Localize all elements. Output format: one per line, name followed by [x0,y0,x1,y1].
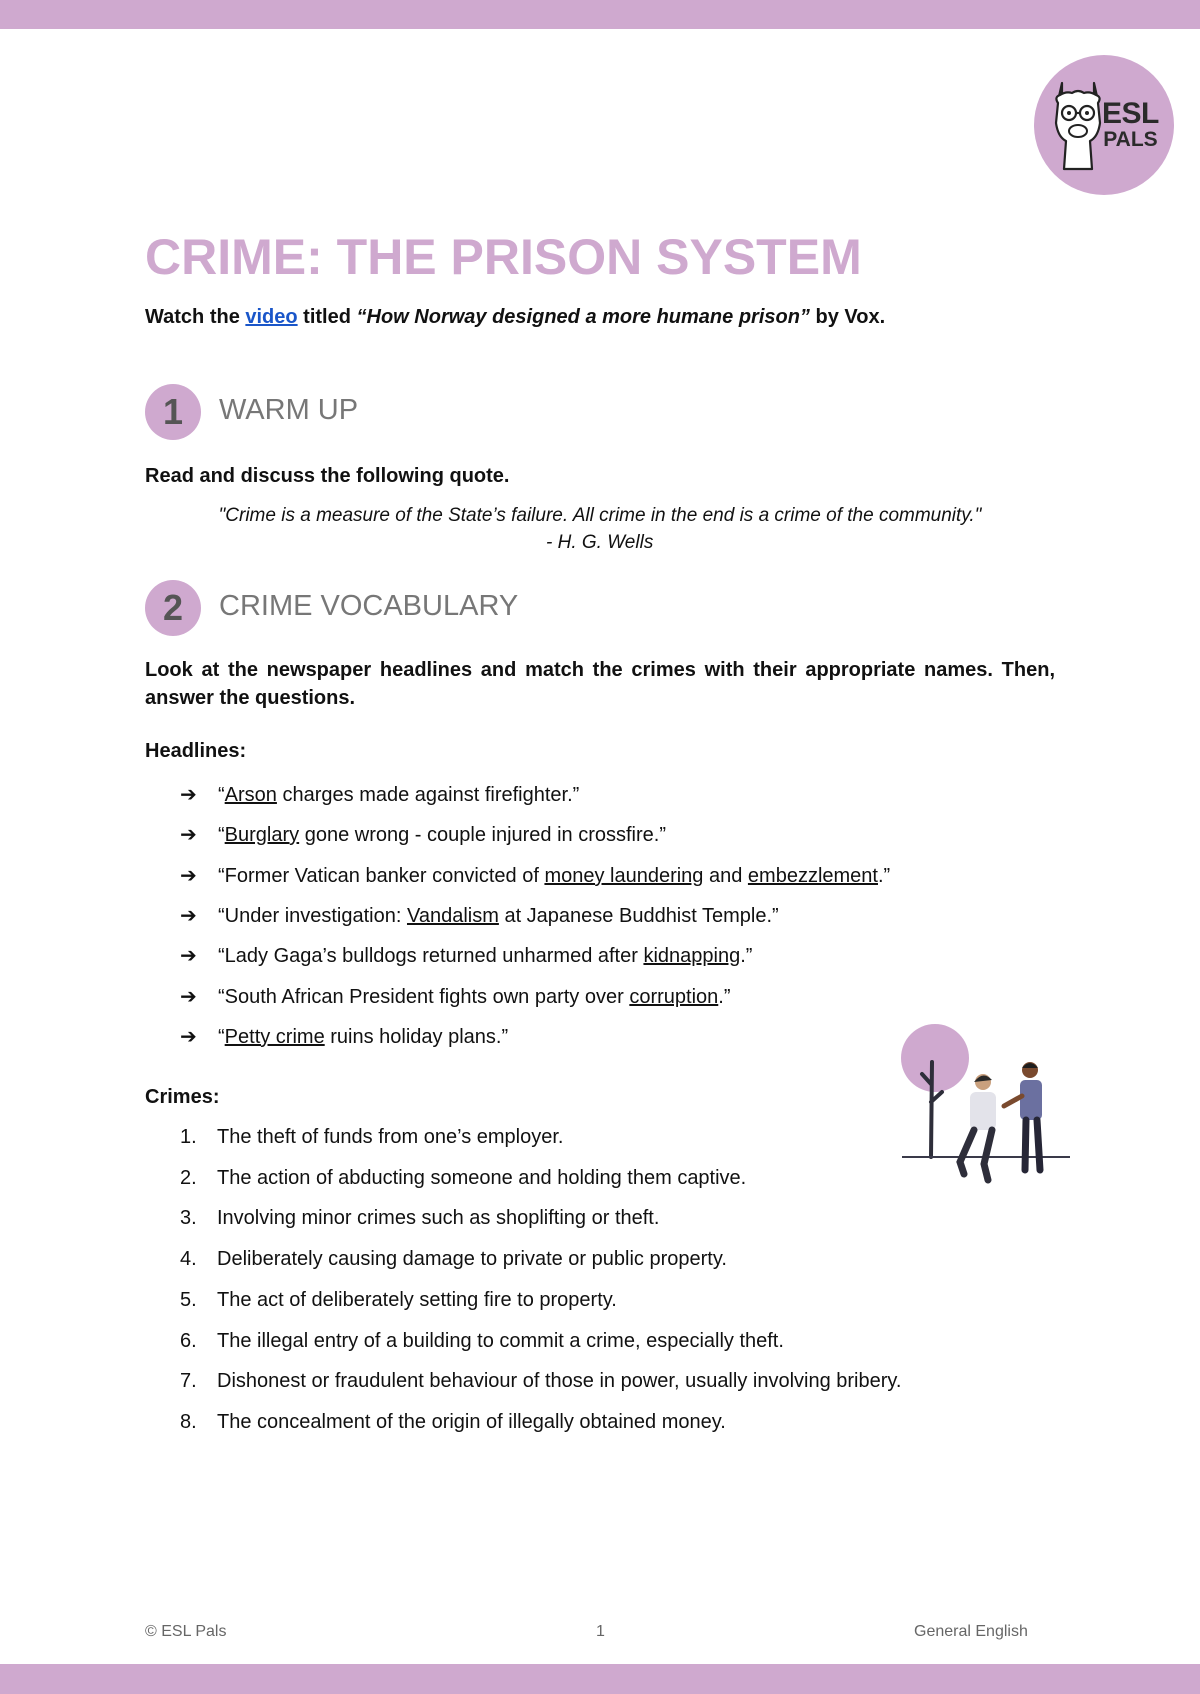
footer-copyright: © ESL Pals [145,1623,227,1640]
vocabulary-instruction: Look at the newspaper headlines and match the crimes with their appropriate names. Then, answer the questions. [145,659,1055,709]
headline-item: ➔ “Under investigation: Vandalism at Japanese Buddhist Temple.” [180,905,779,927]
item-number: 6. [180,1330,197,1352]
top-accent-band [0,0,1200,29]
crime-definition-text: The action of abducting someone and holding them captive. [217,1167,747,1189]
right-arrow-icon: ➔ [180,1026,197,1048]
crime-term: kidnapping [643,945,741,967]
page-title: CRIME: THE PRISON SYSTEM [145,229,862,285]
intro-suffix: by Vox. [809,306,886,328]
crime-definition-item [180,1207,659,1230]
esl-pals-logo [1034,55,1174,195]
warm-up-instruction: Read and discuss the following quote. [145,465,510,487]
footer-course: General English [914,1623,1028,1640]
crime-term: money laundering [544,865,704,887]
crime-definition-item [180,1411,726,1434]
crime-definition-item [180,1370,901,1393]
item-number: 4. [180,1248,197,1270]
section-title-crime-vocabulary: CRIME VOCABULARY [219,590,519,622]
logo-text-pals: PALS [1103,128,1158,151]
quote-text: "Crime is a measure of the State’s failure. All crime in the end is a crime of the community." [218,505,982,526]
right-arrow-icon: ➔ [180,784,197,806]
right-arrow-icon: ➔ [180,986,197,1008]
headline-item: ➔ “Arson charges made against firefighter.” [180,784,580,806]
video-title: “How Norway designed a more humane prison” [356,306,810,328]
video-link[interactable]: video [245,306,298,328]
crime-term: Burglary [224,824,300,846]
llama-icon [1048,77,1108,177]
bottom-accent-band [0,1664,1200,1694]
two-people-illustration [898,1022,1073,1187]
crime-term: corruption [629,986,719,1008]
crime-term: Vandalism [406,905,499,927]
headlines-label: Headlines: [145,740,247,762]
logo-text-esl: ESL [1102,97,1159,130]
item-number: 5. [180,1289,197,1311]
item-number: 2. [180,1167,197,1189]
crime-definition-text: Dishonest or fraudulent behaviour of those in power, usually involving bribery. [217,1370,902,1392]
headline-item: ➔ “South African President fights own party over corruption.” [180,986,731,1008]
section-number-badge: 2 [145,580,201,636]
right-arrow-icon: ➔ [180,824,197,846]
section-title-warm-up: WARM UP [219,394,359,426]
crimes-label: Crimes: [145,1086,220,1108]
crime-term: embezzlement [747,865,878,887]
right-arrow-icon: ➔ [180,905,197,927]
crime-definition-item [180,1289,617,1312]
item-number: 1. [180,1126,197,1148]
logo-wordmark [1102,99,1159,150]
crime-definition-text: The theft of funds from one’s employer. [217,1126,564,1148]
crime-definition-item [180,1330,784,1353]
crime-definition-text: The illegal entry of a building to commit a crime, especially theft. [217,1330,784,1352]
headline-item: ➔ “Former Vatican banker convicted of money laundering and embezzlement.” [180,865,891,887]
footer-page-number: 1 [596,1623,605,1640]
intro-line [145,306,885,329]
item-number: 7. [180,1370,197,1392]
intro-prefix: Watch the [145,306,246,328]
crime-definition-item [180,1167,746,1190]
crime-definition-text: Deliberately causing damage to private or public property. [217,1248,727,1270]
crime-definition-text: The concealment of the origin of illegally obtained money. [217,1411,726,1433]
crime-definition-item [180,1126,563,1149]
crime-term: Petty crime [224,1026,325,1048]
crime-definition-text: Involving minor crimes such as shoplifting or theft. [217,1207,660,1229]
section-number-badge: 1 [145,384,201,440]
crime-term: Arson [224,784,277,806]
right-arrow-icon: ➔ [180,865,197,887]
quote-author: - H. G. Wells [546,532,654,553]
headline-item: ➔ “Petty crime ruins holiday plans.” [180,1026,509,1048]
headline-item: ➔ “Burglary gone wrong - couple injured in crossfire.” [180,824,667,846]
right-arrow-icon: ➔ [180,945,197,967]
intro-middle: titled [297,306,357,328]
crime-definition-text: The act of deliberately setting fire to property. [217,1289,617,1311]
headline-item: ➔ “Lady Gaga’s bulldogs returned unharmed after kidnapping.” [180,945,753,967]
item-number: 8. [180,1411,197,1433]
crime-definition-item [180,1248,727,1271]
item-number: 3. [180,1207,197,1229]
